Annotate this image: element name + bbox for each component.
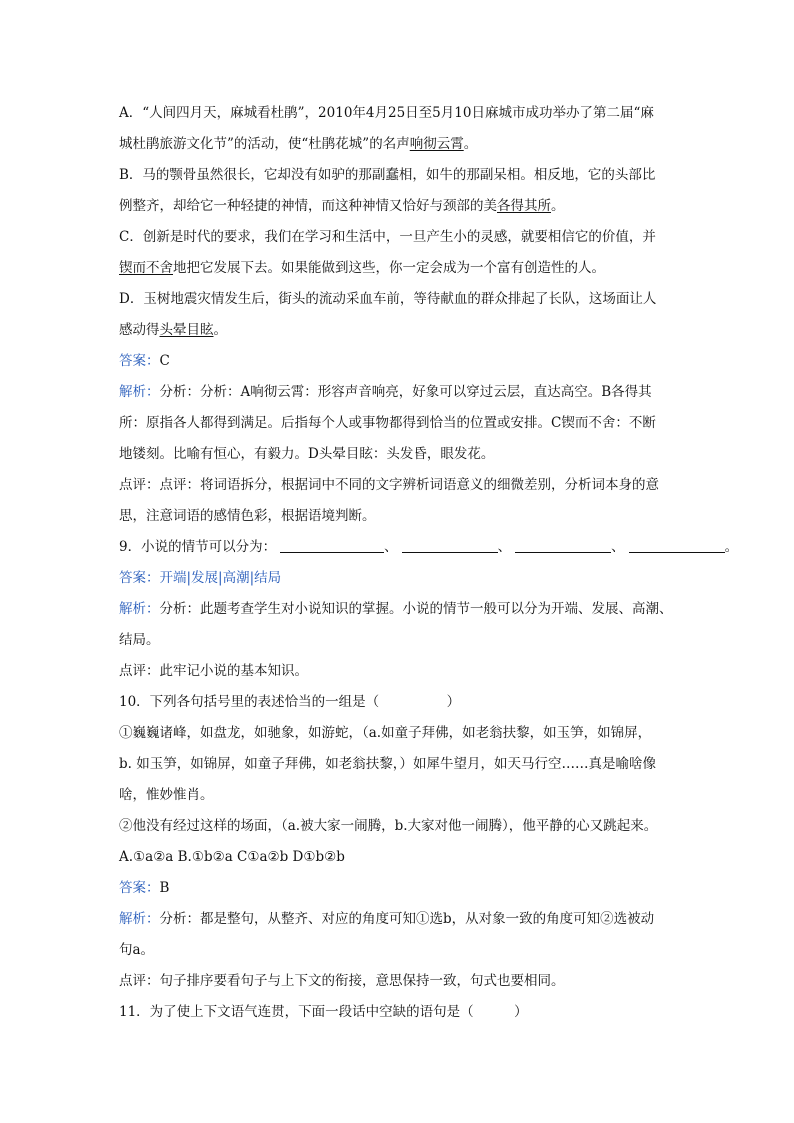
option-a-underlined-phrase: 响彻云霄 [409,136,464,152]
q10-answer [119,873,679,904]
option-b-line-1: B．马的颚骨虽然很长，它却没有如驴的那副蠢相，如牛的那副呆相。相反地，它的头部比 [119,167,656,183]
fill-blank-1[interactable] [280,534,384,553]
option-d-line-1: D．玉树地震灾情发生后，街头的流动采血车前，等待献血的群众排起了长队，这场面让人 [119,291,657,307]
q10-analysis-line-1 [119,904,679,935]
q9-question-text: 9．小说的情节可以分为： [119,539,277,555]
answer-value: B [159,880,170,896]
option-c-line-1: C．创新是时代的要求，我们在学习和生活中，一旦产生小的灵感，就要相信它的价值，并 [119,229,656,245]
answer-label: 答案： [119,570,160,586]
q9-answer [119,563,679,594]
analysis-text: 分析：都是整句，从整齐、对应的角度可知①选b，从对象一致的角度可知②选被动 [159,911,655,927]
q10-sentence-1-line-1: ①巍巍诸峰，如盘龙，如驰象，如游蛇，（a.如童子拜佛，如老翁扶黎，如玉笋，如锦屏， [119,725,652,741]
option-b-underlined-phrase: 各得其所 [497,198,551,214]
q8-answer [119,346,679,377]
option-c-underlined-phrase: 锲而不舍 [119,260,173,276]
option-d-line-2 [119,315,679,346]
q9-question [119,532,739,563]
answer-value: C [159,353,170,369]
q10-sentence-1-line-2: b. 如玉笋，如锦屏，如童子拜佛，如老翁扶黎，）如犀牛望月，如天马行空……真是喻啥像 [119,756,656,772]
option-c-text: 地把它发展下去。如果能做到这些，你一定会成为一个富有创造性的人。 [173,260,605,276]
option-a-line-1: A．“人间四月天，麻城看杜鹃”，2010年4月25日至5月10日麻城市成功举办了第二届“麻 [119,105,654,121]
q8-analysis-line-3: 地镂刻。比喻有恒心，有毅力。D头晕目眩：头发昏，眼发花。 [119,446,495,462]
option-b-end: 。 [551,198,565,214]
option-d-text: 感动得 [119,322,160,338]
analysis-text: 分析：分析：A响彻云霄：形容声音响亮，好象可以穿过云层，直达高空。B各得其 [159,384,652,400]
option-d-underlined-phrase: 头晕目眩 [159,322,214,338]
q9-separator-1: 、 [384,539,398,555]
option-a-end: 。 [463,136,478,152]
q9-analysis-line-1 [119,594,679,625]
q9-separator-3: 、 [611,539,625,555]
answer-label: 答案： [119,880,160,896]
fill-blank-4[interactable] [629,534,725,553]
q9-comment: 点评：此牢记小说的基本知识。 [119,663,308,679]
fill-blank-3[interactable] [515,534,611,553]
q9-analysis-line-2: 结局。 [119,632,160,648]
q9-end: 。 [724,539,739,555]
q8-comment-line-2: 思，注意词语的感情色彩，根据语境判断。 [119,508,376,524]
option-a-text: 城杜鹃旅游文化节”的活动，使“杜鹃花城”的名声 [119,136,410,152]
q8-analysis-line-1 [119,377,679,408]
option-d-end: 。 [213,322,227,338]
analysis-label: 解析： [119,384,160,400]
answer-label: 答案： [119,353,160,369]
q10-question: 10．下列各句括号里的表述恰当的一组是（ ） [119,694,461,710]
option-b-text: 例整齐，却给它一种轻捷的神情，而这种神情又恰好与颈部的美 [119,198,497,214]
q8-comment-line-1: 点评：点评：将词语拆分，根据词中不同的文字辨析词语意义的细微差别，分析词本身的意 [119,477,659,493]
q10-analysis-line-2: 句a。 [119,942,155,958]
q9-separator-2: 、 [497,539,512,555]
answer-value: 开端|发展|高潮|结局 [159,570,282,586]
option-a-line-2 [119,129,679,160]
q10-options: A.①a②a B.①b②a C①a②b D①b②b [119,849,345,865]
option-b-line-2 [119,191,679,222]
document-body [119,98,739,1028]
option-c-line-2 [119,253,679,284]
analysis-label: 解析： [119,911,160,927]
q10-sentence-1-line-3: 啥，惟妙惟肖。 [119,787,214,803]
fill-blank-2[interactable] [402,534,498,553]
analysis-text: 分析：此题考查学生对小说知识的掌握。小说的情节一般可以分为开端、发展、高潮、 [159,601,673,617]
q8-analysis-line-2: 所：原指各人都得到满足。后指每个人或事物都得到恰当的位置或安排。C锲而不舍：不断 [119,415,656,431]
q10-sentence-2: ②他没有经过这样的场面，（a.被大家一闹腾，b.大家对他一闹腾），他平静的心又跳起来。 [119,818,658,834]
q11-question: 11．为了使上下文语气连贯，下面一段话中空缺的语句是（ ） [119,1004,528,1020]
analysis-label: 解析： [119,601,160,617]
q10-comment: 点评：句子排序要看句子与上下文的衔接，意思保持一致，句式也要相同。 [119,973,565,989]
